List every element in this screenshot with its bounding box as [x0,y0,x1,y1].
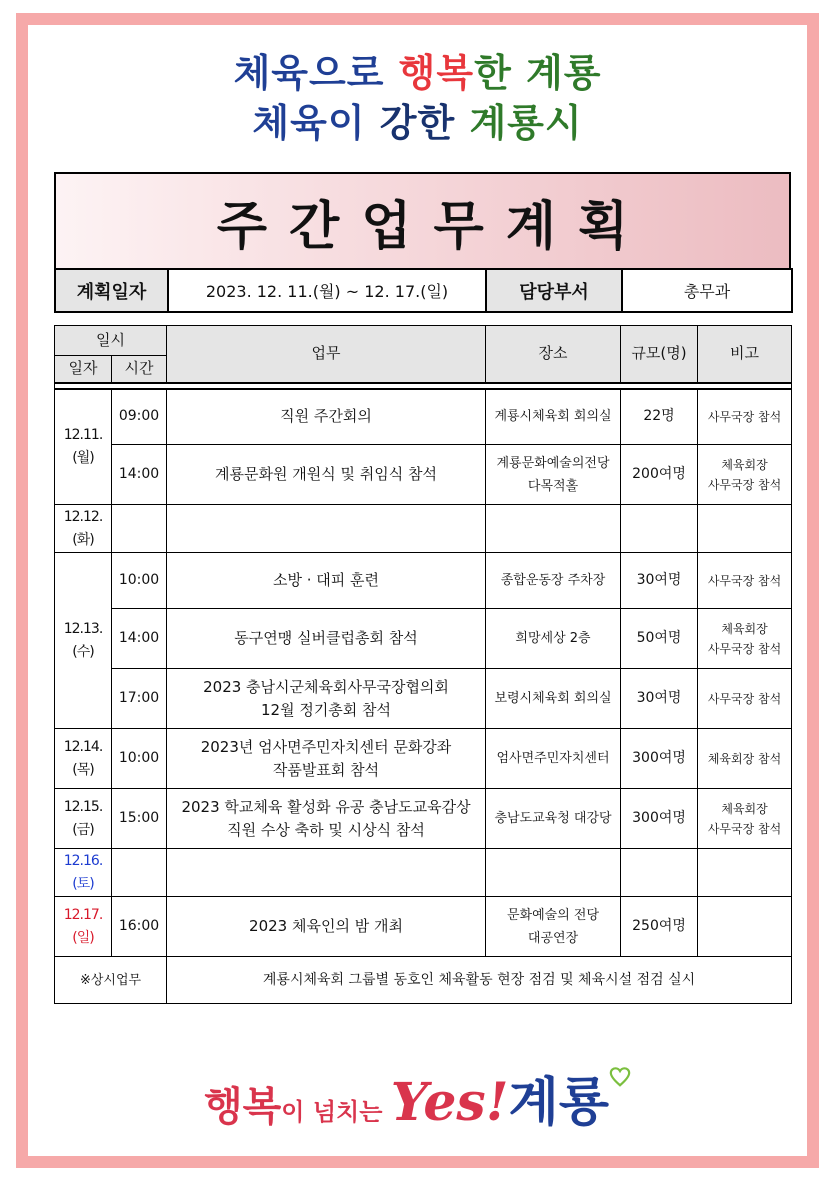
column-header-scale: 규모(명) [621,326,698,383]
column-header-time: 시간 [112,356,167,383]
schedule-row [55,897,792,957]
cell-line: 작품발표회 참석 [272,760,380,779]
place-cell [486,505,621,553]
slogan-word: 체육 [252,101,328,145]
place-cell [486,849,621,897]
place-cell [486,789,621,849]
note-cell [698,669,792,729]
cell-line: 소방 · 대피 훈련 [273,571,380,589]
cell-line: 엄사면주민자치센터 [496,751,610,766]
time-cell [112,849,167,897]
weekday-text: (화) [72,531,94,548]
cell-line: 2023 충남시군체육회사무국장협의회 [203,677,449,696]
time-cell: 10:00 [112,729,167,789]
task-cell [167,789,486,849]
cell-line: 다목적홀 [527,478,579,494]
task-cell [167,609,486,669]
schedule-row [55,789,792,849]
scale-cell [621,505,698,553]
slogan-word: 한 [474,51,527,95]
department-label: 담당부서 [486,269,622,312]
time-cell: 16:00 [112,897,167,957]
cell-line: 사무국장 참석 [707,573,782,588]
cell-line: 직원 주간회의 [280,407,372,426]
note-cell [698,505,792,553]
slogan-word: 으로 [308,51,399,95]
date-text: 12.15. [63,798,103,815]
scale-cell [621,849,698,897]
cell-line: 계룡문화예술의전당 [496,455,610,471]
cell-line: 사무국장 참석 [707,477,782,492]
column-header-datetime: 일시 [55,326,167,356]
title-banner [54,172,791,268]
task-cell [167,389,486,445]
time-cell: 14:00 [112,445,167,505]
scale-cell: 50여명 [621,609,698,669]
cell-line: 체육회장 [721,801,768,816]
date-cell [55,897,112,957]
place-cell [486,609,621,669]
plan-date-value: 2023. 12. 11.(월) ~ 12. 17.(일) [168,269,486,312]
scale-cell: 30여명 [621,669,698,729]
department-value: 총무과 [622,269,792,312]
cell-line: 사무국장 참석 [707,409,782,424]
date-text: 12.17. [63,906,103,923]
note-cell [698,389,792,445]
date-cell [55,505,112,553]
weekday-text: (금) [72,821,94,838]
note-cell [698,849,792,897]
scale-cell: 250여명 [621,897,698,957]
slogan-word: 계룡시 [469,101,583,145]
task-cell [167,729,486,789]
schedule-row [55,729,792,789]
schedule-row [55,849,792,897]
weekday-text: (일) [72,929,94,946]
slogan-word: 체육 [233,51,309,95]
cell-line: 체육회장 참석 [707,751,782,766]
task-cell [167,849,486,897]
footer-logo [0,1060,835,1135]
column-header-task: 업무 [167,326,486,383]
scale-cell: 300여명 [621,729,698,789]
page-title: 주간업무계획 [216,196,651,257]
heart-icon [609,1066,631,1088]
regular-duty-text: 계룡시체육회 그룹별 동호인 체육활동 현장 점검 및 체육시설 점검 실시 [167,957,792,1004]
cell-line: 2023 체육인의 밤 개최 [249,917,403,935]
place-cell [486,669,621,729]
date-text: 12.14. [63,738,103,755]
place-cell [486,897,621,957]
place-cell [486,389,621,445]
time-cell: 17:00 [112,669,167,729]
cell-line: 동구연맹 실버클럽총회 참석 [234,629,418,647]
scale-cell: 30여명 [621,553,698,609]
weekday-text: (토) [72,875,94,892]
cell-line: 사무국장 참석 [707,821,782,836]
schedule-row [55,445,792,505]
footer-logo-word: 이 넘치는 [281,1098,391,1126]
cell-line: 계룡문화원 개원식 및 취임식 참석 [215,465,437,483]
place-cell [486,729,621,789]
cell-line: 사무국장 참석 [707,691,782,706]
slogan-line-2 [0,92,835,147]
task-cell [167,669,486,729]
task-cell [167,553,486,609]
column-header-note: 비고 [698,326,792,383]
time-cell: 15:00 [112,789,167,849]
place-cell [486,445,621,505]
task-cell [167,897,486,957]
weekday-text: (수) [72,643,94,660]
cell-line: 체육회장 [721,621,768,636]
weekday-text: (목) [72,761,94,778]
scale-cell: 200여명 [621,445,698,505]
footer-logo-yes: Yes! [390,1072,509,1133]
cell-line: 계룡시체육회 회의실 [494,409,612,425]
plan-header-table [54,268,793,313]
date-cell [55,789,112,849]
date-text: 12.13. [63,620,103,637]
cell-line: 12월 정기총회 참석 [260,700,392,719]
column-header-date: 일자 [55,356,112,383]
task-cell [167,445,486,505]
note-cell [698,729,792,789]
date-cell [55,729,112,789]
plan-date-label: 계획일자 [55,269,168,312]
schedule-row [55,389,792,445]
slogan-word: 행복 [398,51,475,95]
regular-duty-row [55,957,792,1004]
note-cell [698,789,792,849]
cell-line: 대공연장 [527,930,579,946]
cell-line: 사무국장 참석 [707,641,782,656]
cell-line: 2023 학교체육 활성화 유공 충남도교육감상 [181,797,471,816]
slogan-word: 계룡 [526,51,602,95]
cell-line: 희망세상 2층 [515,631,591,646]
date-cell [55,389,112,505]
note-cell [698,897,792,957]
scale-cell: 300여명 [621,789,698,849]
weekly-plan-table [54,325,792,1004]
date-cell [55,553,112,729]
weekday-text: (월) [72,449,94,466]
cell-line: 직원 수상 축하 및 시상식 참석 [227,820,425,839]
cell-line: 체육회장 [721,457,768,472]
scale-cell: 22명 [621,389,698,445]
time-cell: 10:00 [112,553,167,609]
schedule-row [55,669,792,729]
schedule-row [55,609,792,669]
slogan-word: 강한 [379,101,470,145]
time-cell: 14:00 [112,609,167,669]
slogan-word: 이 [327,101,380,145]
slogan-line-1 [0,42,835,97]
date-cell [55,849,112,897]
time-cell [112,505,167,553]
footer-logo-word: 행복 [204,1084,282,1130]
cell-line: 보령시체육회 회의실 [494,691,612,706]
date-text: 12.16. [63,852,103,869]
schedule-row [55,553,792,609]
place-cell [486,553,621,609]
note-cell [698,553,792,609]
cell-line: 종합운동장 주차장 [500,573,606,588]
time-cell: 09:00 [112,389,167,445]
footer-logo-word: 계룡 [508,1073,609,1133]
cell-line: 문화예술의 전당 [506,907,600,923]
task-cell [167,505,486,553]
schedule-row [55,505,792,553]
cell-line: 충남도교육청 대강당 [494,811,612,826]
date-text: 12.11. [63,426,103,443]
note-cell [698,445,792,505]
date-text: 12.12. [63,508,103,525]
cell-line: 2023년 엄사면주민자치센터 문화강좌 [200,737,452,756]
regular-duty-label: ※상시업무 [55,957,167,1004]
note-cell [698,609,792,669]
column-header-place: 장소 [486,326,621,383]
